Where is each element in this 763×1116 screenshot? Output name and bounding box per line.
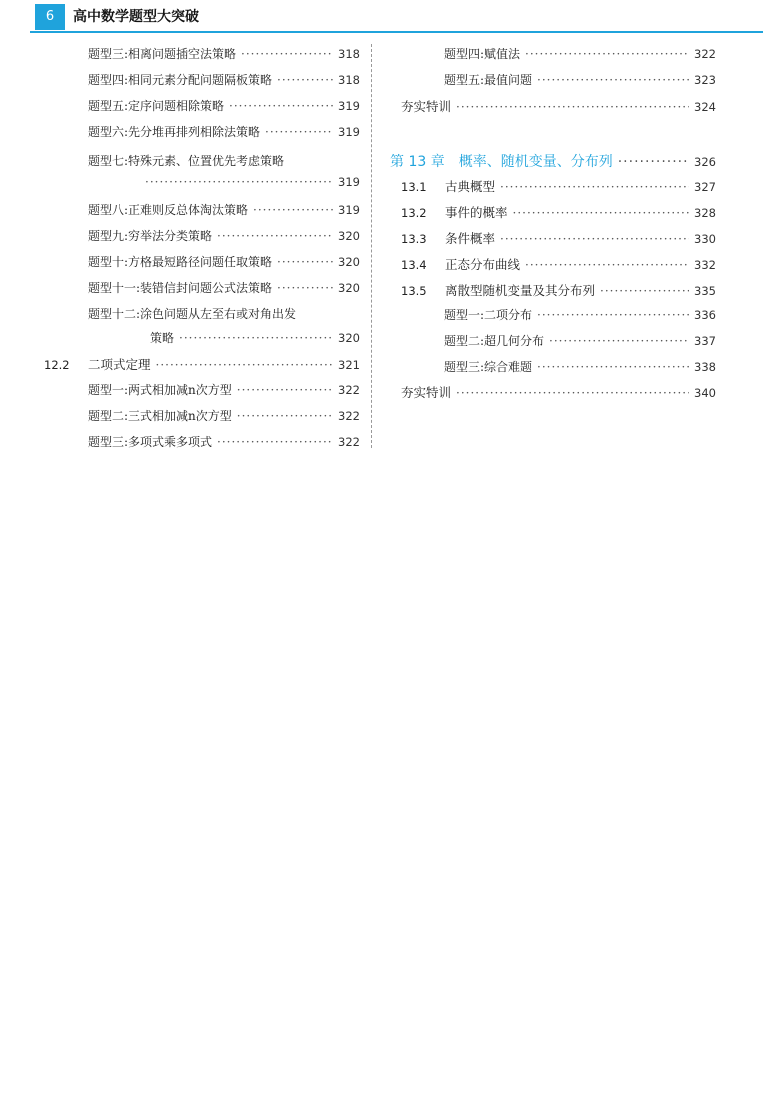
toc-section[interactable] — [401, 203, 716, 223]
toc-entry-page: 336 — [694, 308, 716, 322]
toc-training[interactable] — [401, 383, 716, 403]
book-title: 高中数学题型大突破 — [73, 9, 199, 25]
dot-leader — [500, 180, 689, 194]
dot-leader — [525, 258, 689, 272]
header-rule — [30, 31, 763, 33]
section-number: 13.1 — [401, 180, 427, 194]
toc-entry-page: 322 — [338, 435, 360, 449]
section-title: 离散型随机变量及其分布列 — [445, 283, 596, 298]
toc-entry[interactable] — [88, 407, 360, 427]
toc-entry[interactable] — [88, 45, 360, 65]
toc-entry-page: 326 — [694, 155, 716, 169]
dot-leader — [456, 100, 689, 114]
toc-section[interactable] — [401, 255, 716, 275]
toc-entry-page: 327 — [694, 180, 716, 194]
toc-entry[interactable] — [444, 71, 716, 91]
toc-entry[interactable] — [150, 329, 360, 349]
toc-entry-page: 340 — [694, 386, 716, 400]
toc-entry[interactable] — [88, 71, 360, 91]
toc-entry-page: 319 — [338, 99, 360, 113]
toc-entry-label: 题型三:多项式乘多项式 — [88, 435, 213, 449]
toc-entry-page: 338 — [694, 360, 716, 374]
dot-leader — [145, 175, 333, 189]
toc-entry-page: 320 — [338, 255, 360, 269]
toc-entry-page: 322 — [694, 47, 716, 61]
dot-leader — [500, 232, 689, 246]
section-title: 条件概率 — [445, 231, 496, 246]
toc-section[interactable] — [401, 177, 716, 197]
toc-entry[interactable] — [140, 175, 360, 195]
toc-entry-label: 题型六:先分堆再排列相除法策略 — [88, 125, 261, 139]
toc-entry-label: 题型二:超几何分布 — [444, 334, 545, 348]
dot-leader — [600, 284, 689, 298]
toc-entry-label: 题型十:方格最短路径问题任取策略 — [88, 255, 273, 269]
dot-leader — [237, 409, 333, 423]
page-number-badge: 6 — [35, 4, 65, 30]
chapter-title: 第 13 章 概率、随机变量、分布列 — [390, 154, 613, 170]
toc-entry-page: 324 — [694, 100, 716, 114]
toc-entry-page: 320 — [338, 281, 360, 295]
toc-entry[interactable] — [88, 201, 360, 221]
section-title: 古典概型 — [445, 179, 496, 194]
toc-entry-label: 题型二:三式相加减n次方型 — [88, 409, 232, 423]
toc-entry-label: 题型九:穷举法分类策略 — [88, 229, 213, 243]
toc-entry-label: 题型一:二项分布 — [444, 308, 533, 322]
toc-entry-label: 题型五:最值问题 — [444, 73, 533, 87]
toc-entry-label: 题型三:综合难题 — [444, 360, 533, 374]
toc-entry-page: 335 — [694, 284, 716, 298]
training-title: 夯实特训 — [401, 385, 452, 400]
dot-leader — [237, 383, 333, 397]
section-title: 二项式定理 — [88, 357, 151, 372]
dot-leader — [537, 308, 689, 322]
toc-entry-label: 题型十一:装错信封问题公式法策略 — [88, 281, 273, 295]
toc-training[interactable] — [401, 97, 716, 117]
toc-entry-page: 322 — [338, 383, 360, 397]
toc-entry-page: 318 — [338, 47, 360, 61]
toc-entry-page: 321 — [338, 358, 360, 372]
dot-leader — [253, 203, 333, 217]
toc-entry[interactable] — [444, 358, 716, 378]
column-divider — [371, 44, 372, 448]
toc-entry-label: 题型八:正难则反总体淘汰策略 — [88, 203, 249, 217]
section-title: 正态分布曲线 — [445, 257, 521, 272]
toc-entry[interactable] — [444, 45, 716, 65]
dot-leader — [456, 386, 689, 400]
page-header — [0, 0, 763, 34]
dot-leader — [618, 154, 689, 170]
toc-entry[interactable] — [88, 227, 360, 247]
dot-leader — [277, 281, 333, 295]
toc-entry-label-continued: 策略 — [150, 331, 175, 345]
toc-entry-page: 328 — [694, 206, 716, 220]
section-number: 13.3 — [401, 232, 427, 246]
toc-entry[interactable] — [88, 433, 360, 453]
dot-leader — [217, 435, 333, 449]
dot-leader — [537, 73, 689, 87]
toc-entry-label: 题型三:相离问题插空法策略 — [88, 47, 237, 61]
toc-entry[interactable] — [88, 123, 360, 143]
toc-chapter[interactable] — [390, 151, 716, 171]
dot-leader — [241, 47, 333, 61]
section-number: 13.5 — [401, 284, 427, 298]
dot-leader — [537, 360, 689, 374]
dot-leader — [265, 125, 333, 139]
toc-entry-label: 题型四:赋值法 — [444, 47, 521, 61]
toc-entry-label: 题型一:两式相加减n次方型 — [88, 383, 232, 397]
toc-entry-page: 332 — [694, 258, 716, 272]
dot-leader — [179, 331, 333, 345]
toc-entry[interactable] — [88, 253, 360, 273]
section-number: 12.2 — [44, 358, 70, 372]
toc-entry-label[interactable]: 题型十二:涂色问题从左至右或对角出发 — [88, 307, 297, 321]
toc-entry[interactable] — [444, 306, 716, 326]
dot-leader — [156, 358, 334, 372]
toc-entry-page: 323 — [694, 73, 716, 87]
section-title: 事件的概率 — [445, 205, 508, 220]
toc-entry-page: 320 — [338, 331, 360, 345]
toc-entry-page: 322 — [338, 409, 360, 423]
dot-leader — [513, 206, 690, 220]
toc-entry-page: 318 — [338, 73, 360, 87]
toc-entry[interactable] — [88, 381, 360, 401]
dot-leader — [277, 73, 333, 87]
dot-leader — [525, 47, 689, 61]
toc-entry-label[interactable]: 题型七:特殊元素、位置优先考虑策略 — [88, 154, 285, 168]
dot-leader — [549, 334, 689, 348]
toc-entry-page: 319 — [338, 203, 360, 217]
toc-entry-page: 330 — [694, 232, 716, 246]
section-number: 13.4 — [401, 258, 427, 272]
training-title: 夯实特训 — [401, 99, 452, 114]
toc-entry-page: 320 — [338, 229, 360, 243]
toc-entry-page: 337 — [694, 334, 716, 348]
toc-section[interactable] — [401, 229, 716, 249]
toc-entry[interactable] — [444, 332, 716, 352]
toc-entry[interactable] — [88, 279, 360, 299]
toc-entry-label: 题型五:定序问题相除策略 — [88, 99, 225, 113]
dot-leader — [277, 255, 333, 269]
toc-section[interactable] — [401, 281, 716, 301]
dot-leader — [217, 229, 333, 243]
toc-entry[interactable] — [88, 97, 360, 117]
toc-entry-page: 319 — [338, 125, 360, 139]
toc-entry-label: 题型四:相同元素分配问题隔板策略 — [88, 73, 273, 87]
toc-entry-page: 319 — [338, 175, 360, 189]
dot-leader — [229, 99, 333, 113]
toc-section[interactable] — [44, 355, 360, 375]
section-number: 13.2 — [401, 206, 427, 220]
